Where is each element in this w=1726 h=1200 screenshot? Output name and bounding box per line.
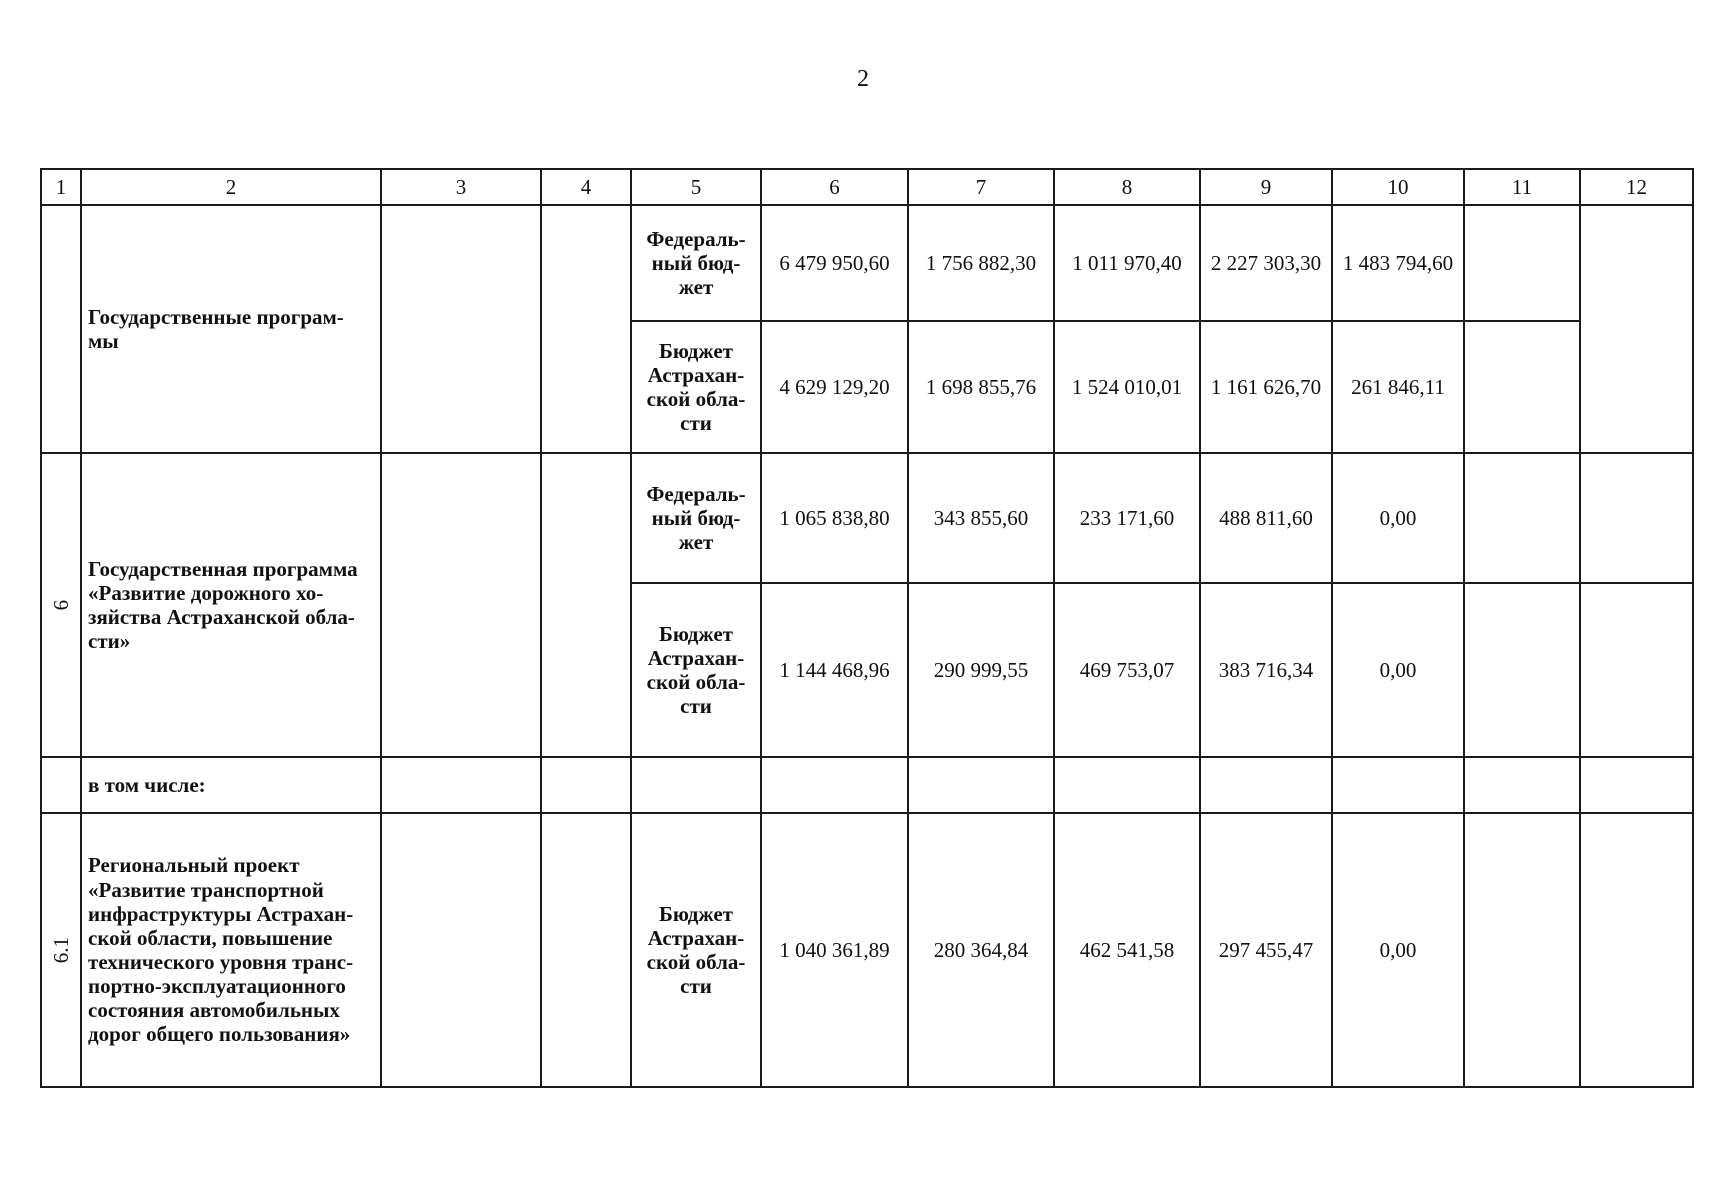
value-cell: 233 171,60 [1054,453,1200,583]
table-row [41,453,1693,583]
row-name: в том числе: [81,757,381,813]
source-federal: Федераль-ный бюд-жет [631,453,761,583]
row-number-cell [41,453,81,757]
value-cell: 1 698 855,76 [908,321,1054,453]
column-header: 6 [761,169,908,205]
value-cell: 0,00 [1332,583,1464,757]
value-cell: 0,00 [1332,453,1464,583]
column-header: 8 [1054,169,1200,205]
source-regional: Бюджет Астрахан-ской обла-сти [631,321,761,453]
empty-cell [541,813,631,1087]
value-cell: 1 524 010,01 [1054,321,1200,453]
empty-cell [541,205,631,453]
row-number-cell [41,205,81,453]
value-cell: 6 479 950,60 [761,205,908,321]
empty-cell [1580,453,1693,583]
empty-cell [1580,757,1693,813]
header-row [41,169,1693,205]
column-header: 2 [81,169,381,205]
column-header: 11 [1464,169,1580,205]
empty-cell [541,757,631,813]
budget-table [40,168,1694,1088]
empty-cell [1332,757,1464,813]
value-cell: 1 011 970,40 [1054,205,1200,321]
row-number: 6 [48,599,73,611]
value-cell: 290 999,55 [908,583,1054,757]
empty-cell [1054,757,1200,813]
value-cell: 280 364,84 [908,813,1054,1087]
empty-cell [1464,453,1580,583]
value-cell: 488 811,60 [1200,453,1332,583]
column-header: 3 [381,169,541,205]
empty-cell [381,813,541,1087]
value-cell: 1 144 468,96 [761,583,908,757]
value-cell: 383 716,34 [1200,583,1332,757]
empty-cell [381,205,541,453]
table-row [41,813,1693,1087]
source-regional: Бюджет Астрахан-ской обла-сти [631,583,761,757]
empty-cell [541,453,631,757]
value-cell: 1 161 626,70 [1200,321,1332,453]
value-cell: 343 855,60 [908,453,1054,583]
empty-cell [381,453,541,757]
empty-cell [1580,813,1693,1087]
empty-cell [1200,757,1332,813]
value-cell: 261 846,11 [1332,321,1464,453]
table-row [41,205,1693,321]
page-number: 2 [857,66,869,92]
value-cell: 0,00 [1332,813,1464,1087]
row-number-cell [41,813,81,1087]
column-header: 4 [541,169,631,205]
row-name: Государственные програм-мы [81,205,381,453]
value-cell: 1 065 838,80 [761,453,908,583]
value-cell: 2 227 303,30 [1200,205,1332,321]
column-header: 10 [1332,169,1464,205]
row-number-cell [41,757,81,813]
row-name: Государственная программа «Развитие дорожного хо-зяйства Астраханской обла-сти» [81,453,381,757]
row-number: 6.1 [49,936,74,964]
value-cell: 1 756 882,30 [908,205,1054,321]
empty-cell [1464,813,1580,1087]
empty-cell [1464,583,1580,757]
row-name: Региональный проект «Развитие транспортной инфраструктуры Астрахан-ской области, повышение технического уровня транс-портно-эксплуатационного состояния автомобильных дорог общего пользования» [81,813,381,1087]
empty-cell [1580,205,1693,453]
source-regional: Бюджет Астрахан-ской обла-сти [631,813,761,1087]
column-header: 12 [1580,169,1693,205]
value-cell: 1 040 361,89 [761,813,908,1087]
table-row [41,757,1693,813]
empty-cell [1464,757,1580,813]
empty-cell [381,757,541,813]
source-federal: Федераль-ный бюд-жет [631,205,761,321]
empty-cell [908,757,1054,813]
empty-cell [631,757,761,813]
value-cell: 4 629 129,20 [761,321,908,453]
empty-cell [1464,205,1580,321]
column-header: 9 [1200,169,1332,205]
column-header: 1 [41,169,81,205]
value-cell: 1 483 794,60 [1332,205,1464,321]
empty-cell [761,757,908,813]
value-cell: 297 455,47 [1200,813,1332,1087]
column-header: 5 [631,169,761,205]
empty-cell [1464,321,1580,453]
column-header: 7 [908,169,1054,205]
value-cell: 462 541,58 [1054,813,1200,1087]
empty-cell [1580,583,1693,757]
value-cell: 469 753,07 [1054,583,1200,757]
